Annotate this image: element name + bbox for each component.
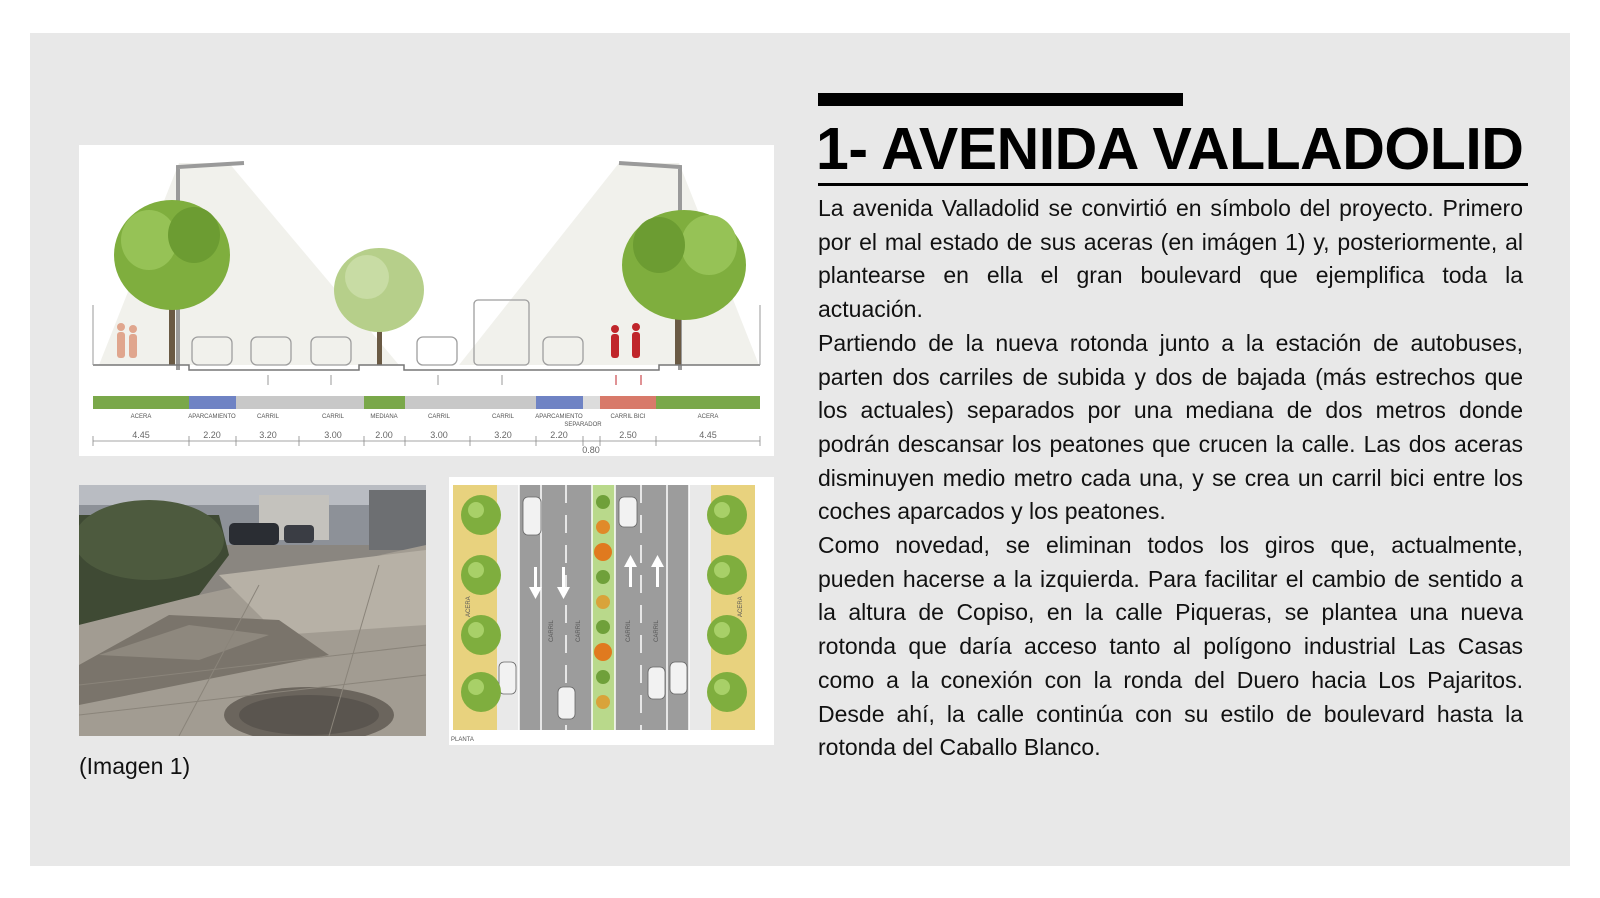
- page-title: 1- AVENIDA VALLADOLID: [816, 116, 1524, 182]
- sidewalk-photo: [79, 485, 426, 736]
- section-label: APARCAMIENTO: [535, 414, 583, 420]
- paragraph: La avenida Valladolid se convirtió en símbolo del proyecto. Primero por el mal estado de sus aceras (en imágen 1) y, posteriormente, al plantearse en ella el gran boulevard que ejemplifica toda la actuación.: [818, 195, 1523, 323]
- section-dimension: 3.20: [494, 430, 512, 440]
- plan-lane-label: ACERA: [466, 596, 472, 617]
- title-accent-bar: [818, 93, 1183, 106]
- section-label: CARRIL BICI: [610, 414, 646, 420]
- plan-lane-label: CARRIL: [576, 619, 582, 642]
- title-underline: [818, 183, 1528, 186]
- section-label: CARRIL: [256, 414, 280, 420]
- section-dimension: 3.20: [259, 430, 277, 440]
- section-dimension: 2.20: [550, 430, 568, 440]
- lane-color-band: [93, 396, 760, 409]
- plan-lane-label: CARRIL: [626, 619, 632, 642]
- section-dimension: 3.00: [430, 430, 448, 440]
- section-label: CARRIL: [321, 414, 345, 420]
- article-body: [818, 192, 1523, 765]
- section-label: CARRIL: [427, 414, 451, 420]
- plan-label: PLANTA: [451, 737, 474, 743]
- street-plan-view: [449, 477, 774, 745]
- plan-lane-label: CARRIL: [654, 619, 660, 642]
- section-dimension: 2.20: [203, 430, 221, 440]
- section-dimension: 3.00: [324, 430, 342, 440]
- section-dimension: 2.50: [619, 430, 637, 440]
- plan-lane-label: ACERA: [738, 596, 744, 617]
- section-label: ACERA: [130, 414, 152, 420]
- section-label: CARRIL: [491, 414, 515, 420]
- section-dimension: 4.45: [699, 430, 717, 440]
- separator-label: SEPARADOR: [564, 422, 602, 428]
- image-caption: (Imagen 1): [79, 753, 191, 779]
- separator-dimension: 0.80: [582, 445, 600, 455]
- paragraph: Partiendo de la nueva rotonda junto a la estación de autobuses, parten dos carriles de subida y dos de bajada (más estrechos que los actuales) separados por una mediana de dos metros donde podrán descansar los peatones que crucen la calle. Las dos aceras disminuyen medio metro cada una, y se crea un carril bici entre los coches aparcados y los peatones.: [818, 329, 1523, 525]
- section-label: APARCAMIENTO: [188, 414, 236, 420]
- section-label: ACERA: [697, 414, 719, 420]
- section-dimension: 2.00: [375, 430, 393, 440]
- plan-lane-label: CARRIL: [549, 619, 555, 642]
- paragraph: Como novedad, se eliminan todos los giros que, actualmente, pueden hacerse a la izquierda. Para facilitar el cambio de sentido a la altura de Copiso, en la calle Piqueras, se plantea una nueva rotonda que daría acceso tanto al polígono industrial Las Casas como a la conexión con la ronda del Duero hacia Los Pajaritos. Desde ahí, la calle continúa con su estilo de boulevard hasta la rotonda del Caballo Blanco.: [818, 532, 1523, 761]
- section-dimension: 4.45: [132, 430, 150, 440]
- section-label: MEDIANA: [370, 414, 398, 420]
- street-cross-section: [79, 145, 774, 456]
